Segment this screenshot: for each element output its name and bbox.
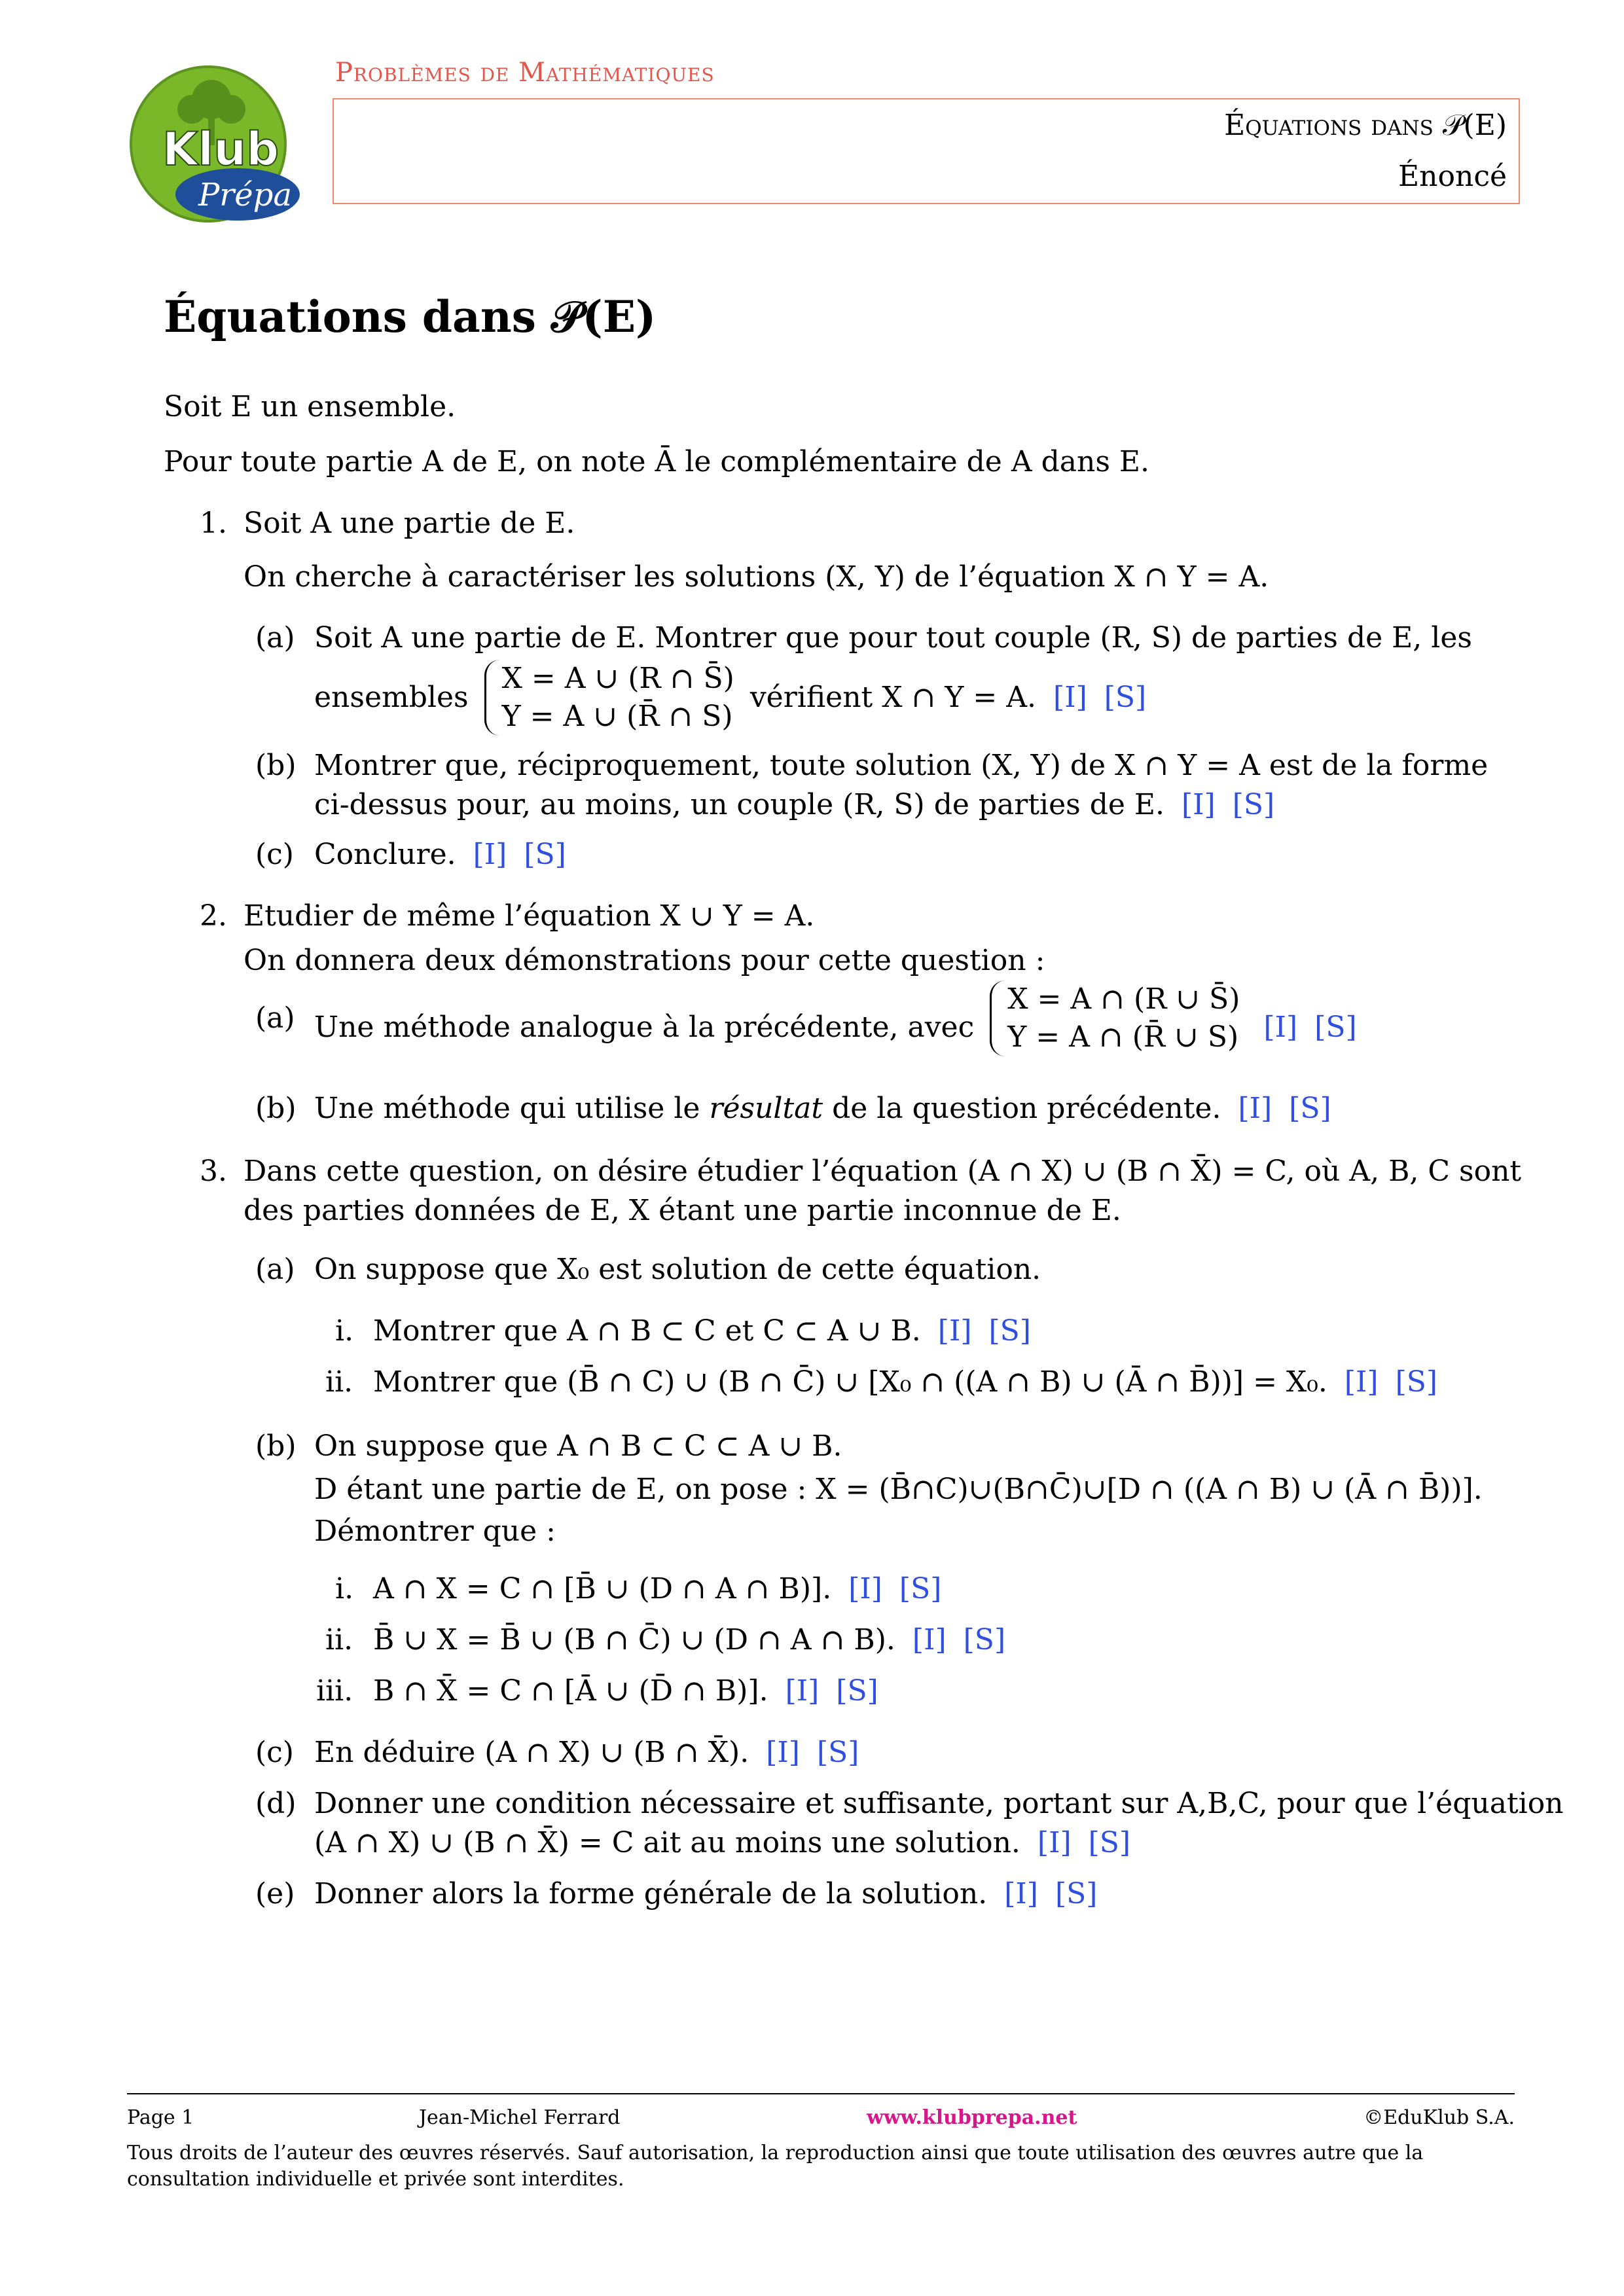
q3e-solution-link[interactable]: [S]	[1055, 1877, 1098, 1910]
q2-text: Etudier de même l’équation X ∪ Y = A.	[244, 899, 815, 933]
q3c-text: En déduire (A ∩ X) ∪ (B ∩ X̄).	[314, 1736, 749, 1769]
subject-label: Équations dans 𝒫(E)	[1224, 109, 1507, 142]
q3aii-solution-link[interactable]: [S]	[1395, 1365, 1438, 1399]
q3aii-text: Montrer que (B̄ ∩ C) ∪ (B ∩ C̄) ∪ [X₀ ∩ ((A ∩ B) ∪ (Ā ∩ B̄))] = X₀.	[373, 1365, 1327, 1399]
q3ai-line	[373, 1312, 1031, 1351]
q3e-label: (e)	[255, 1877, 295, 1910]
q3bi-line	[373, 1570, 941, 1609]
q1b-solution-link[interactable]: [S]	[1232, 788, 1275, 821]
q1a-post: vérifient X ∩ Y = A.	[749, 681, 1037, 714]
q3-text-2: des parties données de E, X étant une partie inconnue de E.	[244, 1194, 1121, 1227]
q3ai-solution-link[interactable]: [S]	[988, 1314, 1031, 1348]
q2a-indication-link[interactable]: [I]	[1263, 1011, 1298, 1044]
footer-copyright: ©EduKlub S.A.	[1363, 2106, 1515, 2129]
q3bi-indication-link[interactable]: [I]	[848, 1572, 882, 1605]
q3d-indication-link[interactable]: [I]	[1037, 1826, 1072, 1859]
q1c-label: (c)	[255, 838, 294, 871]
q3c-label: (c)	[255, 1736, 294, 1769]
q1b-text-2: ci-dessus pour, au moins, un couple (R, S) de parties de E.	[314, 788, 1164, 821]
q3biii-line	[373, 1672, 878, 1711]
q1c-indication-link[interactable]: [I]	[473, 838, 507, 871]
q1b-text-1: Montrer que, réciproquement, toute solution (X, Y) de X ∩ Y = A est de la forme	[314, 749, 1489, 782]
series-title: Problèmes de Mathématiques	[335, 58, 715, 88]
q3biii-text: B ∩ X̄ = C ∩ [Ā ∪ (D̄ ∩ B)].	[373, 1674, 768, 1708]
page-title: Équations dans 𝒫(E)	[164, 291, 657, 342]
q3bii-label: ii.	[325, 1623, 353, 1657]
q1-text: Soit A une partie de E.	[244, 507, 575, 540]
q3-text-1: Dans cette question, on désire étudier l’équation (A ∩ X) ∪ (B ∩ X̄) = C, où A, B, C sont	[244, 1155, 1522, 1188]
q1a-line-2	[314, 660, 1146, 736]
q3biii-solution-link[interactable]: [S]	[836, 1674, 878, 1708]
q3d-text-2: (A ∩ X) ∪ (B ∩ X̄) = C ait au moins une solution.	[314, 1826, 1020, 1859]
footer-page: Page 1	[127, 2106, 194, 2129]
q2-text-2: On donnera deux démonstrations pour cette question :	[244, 944, 1045, 977]
q3bi-text: A ∩ X = C ∩ [B̄ ∪ (D ∩ A ∩ B)].	[373, 1572, 832, 1605]
footer-rights-notice: Tous droits de l’auteur des œuvres réservés. Sauf autorisation, la reproduction ainsi que toute utilisation des œuvres autre que la consultation individuelle et privée sont interdites.	[127, 2142, 1424, 2191]
q3e-text: Donner alors la forme générale de la solution.	[314, 1877, 988, 1910]
q1a-label: (a)	[255, 621, 295, 655]
q2b-text-pre: Une méthode qui utilise le	[314, 1092, 700, 1125]
q3b-text-3: Démontrer que :	[314, 1515, 556, 1548]
q3ai-indication-link[interactable]: [I]	[937, 1314, 972, 1348]
q1-number: 1.	[200, 507, 227, 540]
q3c-solution-link[interactable]: [S]	[816, 1736, 859, 1769]
intro-line-2: Pour toute partie A de E, on note Ā le complémentaire de A dans E.	[164, 445, 1149, 478]
q3aii-label: ii.	[325, 1365, 353, 1399]
q3-number: 3.	[200, 1155, 227, 1188]
q3a-label: (a)	[255, 1253, 295, 1286]
q3bii-solution-link[interactable]: [S]	[963, 1623, 1006, 1657]
klub-prepa-logo	[117, 60, 313, 230]
header-box	[333, 98, 1520, 204]
q3ai-label: i.	[335, 1314, 354, 1348]
q3d-label: (d)	[255, 1787, 297, 1820]
q3a-text: On suppose que X₀ est solution de cette équation.	[314, 1253, 1041, 1286]
q1-text-2: On cherche à caractériser les solutions (X, Y) de l’équation X ∩ Y = A.	[244, 560, 1269, 594]
q3e-indication-link[interactable]: [I]	[1004, 1877, 1038, 1910]
q1a-indication-link[interactable]: [I]	[1053, 681, 1087, 714]
q3bii-indication-link[interactable]: [I]	[912, 1623, 947, 1657]
q3bi-label: i.	[335, 1572, 354, 1605]
q2b-text-em: résultat	[709, 1092, 823, 1125]
q2b-line	[314, 1089, 1331, 1128]
q3d-line-2	[314, 1823, 1130, 1863]
q2b-label: (b)	[255, 1092, 297, 1125]
q3c-indication-link[interactable]: [I]	[766, 1736, 800, 1769]
q1a-pre: ensembles	[314, 681, 469, 714]
q1b-indication-link[interactable]: [I]	[1182, 788, 1216, 821]
q3biii-label: iii.	[316, 1674, 353, 1708]
q1a-solution-link[interactable]: [S]	[1104, 681, 1147, 714]
q3d-text-1: Donner une condition nécessaire et suffisante, portant sur A,B,C, pour que l’équation	[314, 1787, 1564, 1820]
q2-number: 2.	[200, 899, 227, 933]
q2a-label: (a)	[255, 1001, 295, 1035]
q3b-text-2: D étant une partie de E, on pose : X = (B̄∩C)∪(B∩C̄)∪[D ∩ ((A ∩ B) ∪ (Ā ∩ B̄))].	[314, 1473, 1483, 1506]
q2a-sys-1: X = A ∩ (R ∪ S̄)	[1007, 982, 1240, 1016]
q3c-line	[314, 1733, 859, 1772]
q3e-line	[314, 1874, 1097, 1914]
footer-url-link[interactable]: www.klubprepa.net	[867, 2106, 1077, 2129]
q2b-solution-link[interactable]: [S]	[1289, 1092, 1331, 1125]
q1b-line-2	[314, 785, 1274, 825]
q3ai-text: Montrer que A ∩ B ⊂ C et C ⊂ A ∪ B.	[373, 1314, 921, 1348]
q2a-line	[314, 982, 1357, 1056]
q3biii-indication-link[interactable]: [I]	[785, 1674, 820, 1708]
q1c-text: Conclure.	[314, 838, 456, 871]
q2a-system	[990, 980, 1240, 1056]
q3d-solution-link[interactable]: [S]	[1088, 1826, 1131, 1859]
q3b-text-1: On suppose que A ∩ B ⊂ C ⊂ A ∪ B.	[314, 1429, 842, 1463]
q2a-sys-2: Y = A ∩ (R̄ ∪ S)	[1007, 1020, 1239, 1054]
q2a-solution-link[interactable]: [S]	[1314, 1011, 1357, 1044]
q2b-text-post: de la question précédente.	[832, 1092, 1221, 1125]
q1a-sys-2: Y = A ∪ (R̄ ∩ S)	[501, 700, 733, 733]
q1c-line	[314, 835, 566, 874]
svg-text:Prépa: Prépa	[198, 177, 292, 213]
q1a-system	[484, 660, 734, 736]
q3aii-line	[373, 1363, 1437, 1402]
intro-line-1: Soit E un ensemble.	[164, 390, 456, 423]
q3aii-indication-link[interactable]: [I]	[1344, 1365, 1379, 1399]
footer-divider	[127, 2093, 1515, 2094]
q2a-text: Une méthode analogue à la précédente, avec	[314, 1011, 975, 1044]
q1a-text-1: Soit A une partie de E. Montrer que pour tout couple (R, S) de parties de E, les	[314, 621, 1472, 655]
q1a-sys-1: X = A ∪ (R ∩ S̄)	[501, 662, 734, 695]
q2b-indication-link[interactable]: [I]	[1238, 1092, 1272, 1125]
q3b-label: (b)	[255, 1429, 297, 1463]
doc-type-label: Énoncé	[1398, 160, 1507, 193]
q3bii-text: B̄ ∪ X = B̄ ∪ (B ∩ C̄) ∪ (D ∩ A ∩ B).	[373, 1623, 895, 1657]
q3bi-solution-link[interactable]: [S]	[899, 1572, 942, 1605]
q1c-solution-link[interactable]: [S]	[524, 838, 566, 871]
q1b-label: (b)	[255, 749, 297, 782]
svg-text:Klub: Klub	[162, 122, 280, 176]
q3bii-line	[373, 1621, 1005, 1660]
footer-author: Jean-Michel Ferrard	[419, 2106, 621, 2129]
